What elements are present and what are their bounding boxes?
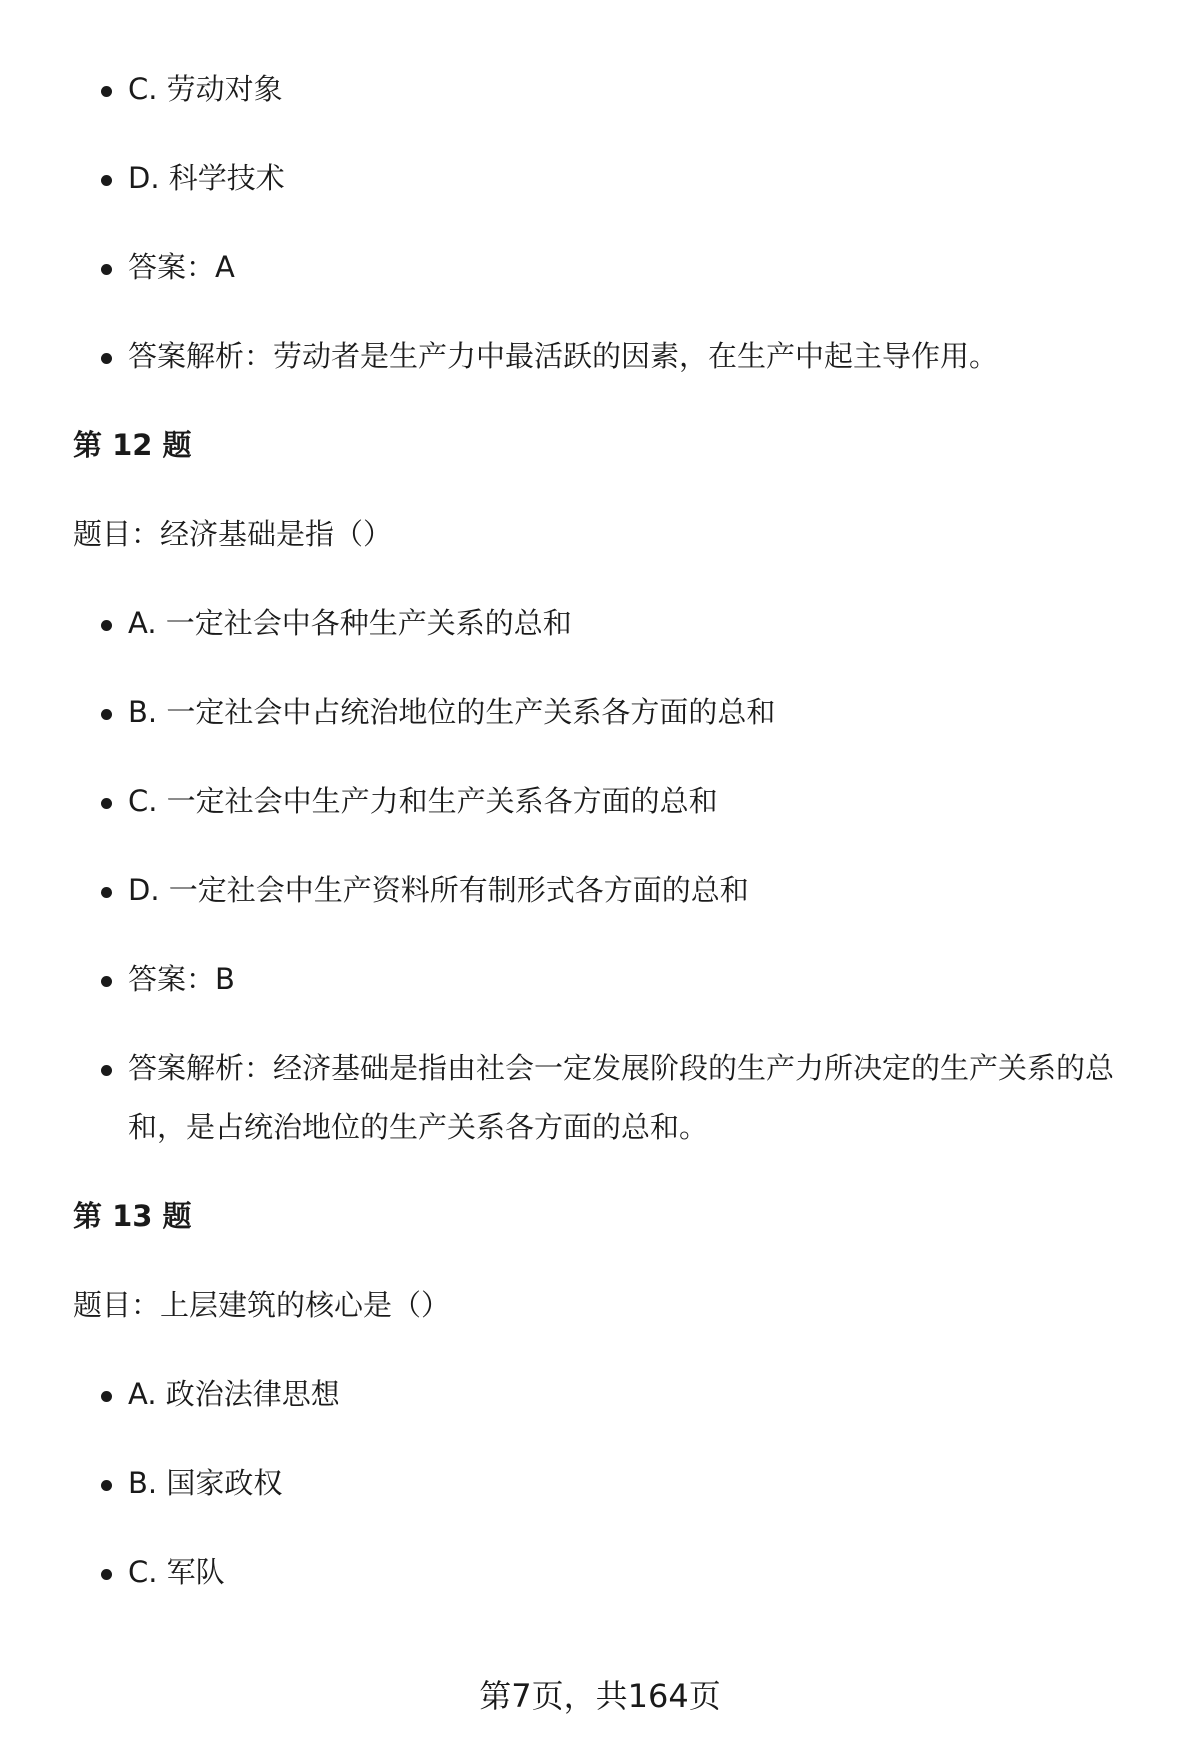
explanation-item: 答案解析：劳动者是生产力中最活跃的因素，在生产中起主导作用。 xyxy=(73,327,1153,386)
question-stem: 题目：经济基础是指（） xyxy=(73,517,393,551)
list-item: A. 政治法律思想 xyxy=(73,1365,1153,1424)
answer-item: 答案：B xyxy=(73,950,1153,1009)
page-number-footer: 第7页，共164页 xyxy=(479,1677,721,1715)
q11-tail-list xyxy=(73,60,1153,386)
question-heading: 第 13 题 xyxy=(73,1199,192,1233)
list-item: D. 一定社会中生产资料所有制形式各方面的总和 xyxy=(73,861,1153,920)
question-stem: 题目：上层建筑的核心是（） xyxy=(73,1288,451,1322)
list-item: D. 科学技术 xyxy=(73,149,1153,208)
explanation-item: 答案解析：经济基础是指由社会一定发展阶段的生产力所决定的生产关系的总和，是占统治地位的生产关系各方面的总和。 xyxy=(73,1039,1153,1157)
list-item: C. 一定社会中生产力和生产关系各方面的总和 xyxy=(73,772,1153,831)
list-item: A. 一定社会中各种生产关系的总和 xyxy=(73,594,1153,653)
list-item: B. 一定社会中占统治地位的生产关系各方面的总和 xyxy=(73,683,1153,742)
page-content xyxy=(73,60,1153,1632)
q13-option-list xyxy=(73,1365,1153,1602)
q12-option-list xyxy=(73,594,1153,1157)
answer-item: 答案：A xyxy=(73,238,1153,297)
list-item: C. 军队 xyxy=(73,1543,1153,1602)
list-item: B. 国家政权 xyxy=(73,1454,1153,1513)
list-item: C. 劳动对象 xyxy=(73,60,1153,119)
question-heading: 第 12 题 xyxy=(73,428,192,462)
